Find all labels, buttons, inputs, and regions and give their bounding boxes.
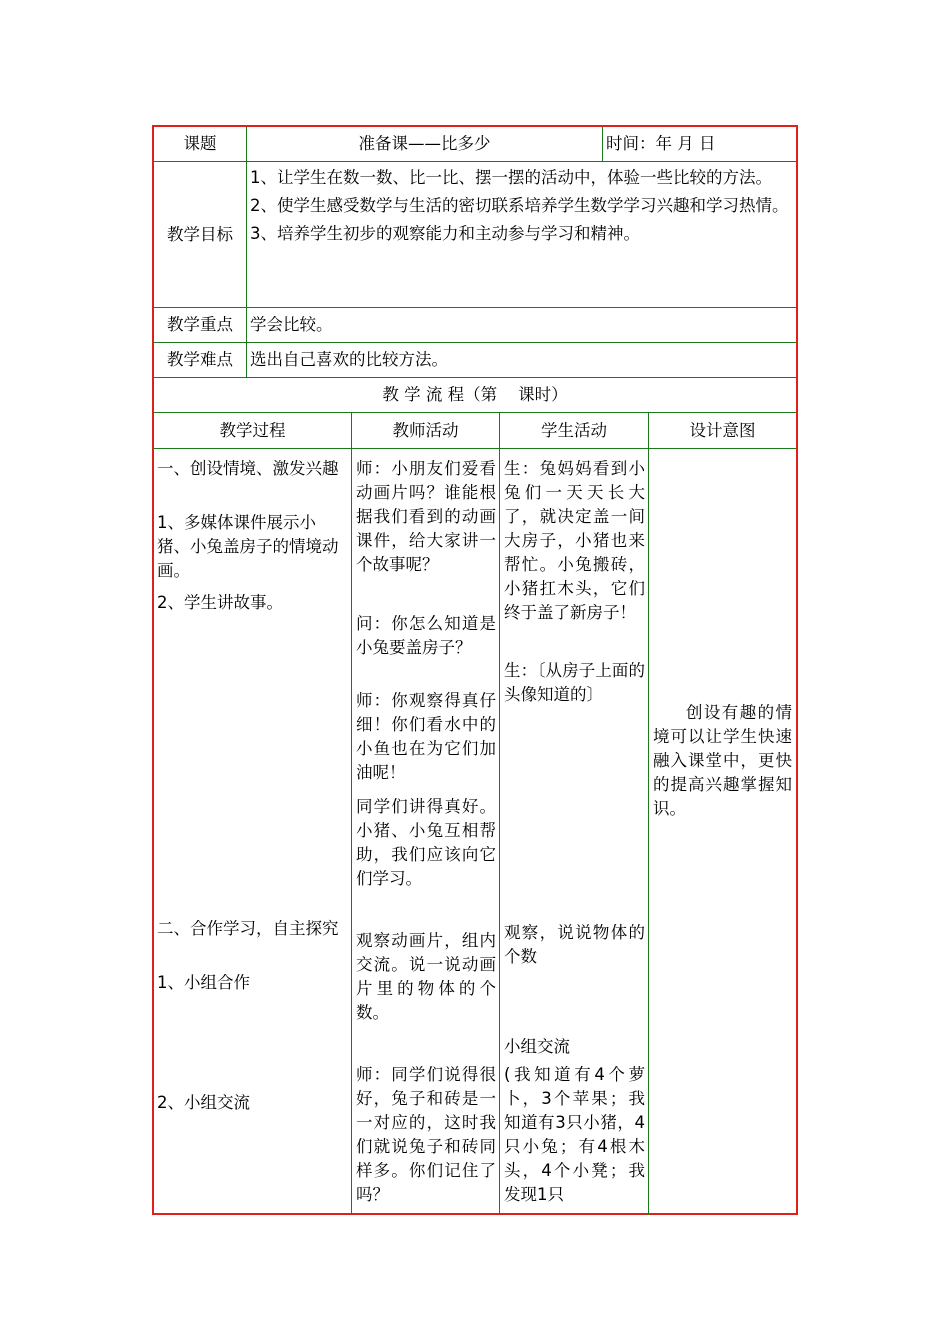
- section-2-item-1: 1、小组合作: [157, 973, 250, 992]
- difficulty-value: 选出自己喜欢的比较方法。: [250, 350, 448, 369]
- section-1-item-2: 2、学生讲故事。: [157, 593, 283, 612]
- teacher-text: 师：小朋友们爱看动画片吗？谁能根据我们看到的动画课件，给大家讲一个故事呢？: [356, 459, 496, 574]
- difficulty-label: 教学难点: [167, 350, 233, 369]
- student-text: 生：兔妈妈看到小兔们一天天长大了，就决定盖一间大房子，小猪也来帮忙。小兔搬砖，小猪扛木头，它们终于盖了新房子！: [504, 459, 645, 622]
- teacher-text: 问：你怎么知道是小兔要盖房子？: [356, 614, 496, 657]
- teacher-text: 观察动画片，组内交流。说一说动画片里的物体的个数。: [356, 931, 496, 1022]
- topic-value: 准备课——比多少: [358, 134, 491, 153]
- column-header-process: 教学过程: [154, 413, 352, 449]
- topic-label: 课题: [183, 134, 217, 153]
- focus-cell: [247, 308, 796, 343]
- student-column: [500, 449, 649, 1215]
- goals-label-cell: [154, 162, 247, 308]
- time-cell: [603, 127, 796, 162]
- difficulty-cell: [247, 343, 796, 378]
- process-column: [154, 449, 352, 1215]
- student-text: 观察，说说物体的个数: [504, 923, 645, 966]
- focus-label-cell: [154, 308, 247, 343]
- time-label: 时间：年 月 日: [606, 134, 716, 153]
- goal-item: 1、让学生在数一数、比一比、摆一摆的活动中，体验一些比较的方法。: [250, 168, 772, 187]
- lesson-plan-table: [152, 125, 798, 1215]
- goals-cell: [247, 162, 796, 308]
- flow-title: 教 学 流 程（第 课时）: [382, 385, 568, 404]
- teacher-column: [352, 449, 500, 1215]
- teacher-text: 师：同学们说得很好，兔子和砖是一一对应的，这时我们就说兔子和砖同样多。你们记住了吗？: [356, 1065, 496, 1204]
- intent-column: [649, 449, 796, 1215]
- student-text: 小组交流: [504, 1037, 570, 1056]
- column-header-student: 学生活动: [500, 413, 649, 449]
- column-header-intent: 设计意图: [649, 413, 796, 449]
- difficulty-label-cell: [154, 343, 247, 378]
- student-text: 生：〔从房子上面的头像知道的〕: [504, 661, 645, 704]
- focus-value: 学会比较。: [250, 315, 333, 334]
- section-1-item-1: 1、多媒体课件展示小猪、小兔盖房子的情境动画。: [157, 513, 339, 580]
- student-text: (我知道有4个萝卜，3个苹果；我知道有3只小猪，4只小兔；有4根木头，4个小凳；我发现1只: [504, 1065, 645, 1204]
- goal-item: 2、使学生感受数学与生活的密切联系培养学生数学学习兴趣和学习热情。: [250, 196, 789, 215]
- goal-item: 3、培养学生初步的观察能力和主动参与学习和精神。: [250, 224, 640, 243]
- topic-value-cell: [247, 127, 603, 162]
- column-header-teacher: 教师活动: [352, 413, 500, 449]
- teacher-text: 师：你观察得真仔细！你们看水中的小鱼也在为它们加油呢！: [356, 691, 496, 782]
- topic-label-cell: [154, 127, 247, 162]
- goals-label: 教学目标: [167, 224, 233, 244]
- flow-title-cell: [154, 378, 796, 413]
- section-2-item-2: 2、小组交流: [157, 1093, 250, 1112]
- section-2-title: 二、合作学习，自主探究: [157, 919, 339, 938]
- intent-text: 创设有趣的情境可以让学生快速融入课堂中，更快的提高兴趣掌握知识。: [653, 703, 792, 818]
- teacher-text: 同学们讲得真好。小猪、小兔互相帮助，我们应该向它们学习。: [356, 797, 496, 888]
- focus-label: 教学重点: [167, 315, 233, 334]
- section-1-title: 一、创设情境、激发兴趣: [157, 459, 339, 478]
